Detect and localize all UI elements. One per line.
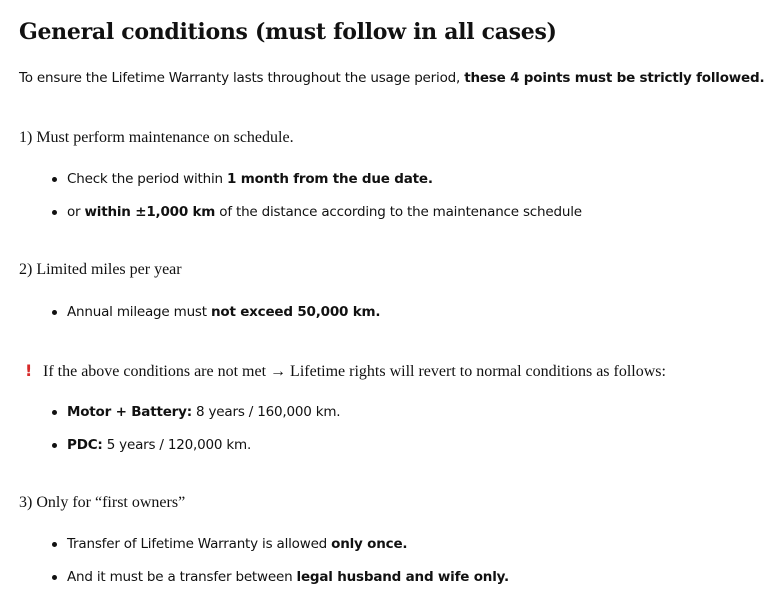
bullet-icon (52, 177, 57, 182)
bullet-text: Annual mileage must (67, 304, 211, 320)
list-item (19, 434, 340, 456)
section-title-first-owners: 3) Only for “first owners” (19, 494, 186, 511)
bullet-emphasis: PDC: (67, 437, 103, 453)
section-title-maintenance: 1) Must perform maintenance on schedule. (19, 129, 294, 146)
bullet-icon (52, 443, 57, 448)
bullet-text-after: 8 years / 160,000 km. (191, 404, 341, 420)
bullet-emphasis: 1 month from the due date. (227, 171, 433, 187)
intro-emphasis: these 4 points must be strictly followed. (464, 70, 765, 86)
intro-text: To ensure the Lifetime Warranty lasts throughout the usage period, (19, 70, 465, 86)
list-item (19, 401, 340, 423)
bullet-text-after: of the distance according to the maintenance schedule (215, 204, 582, 220)
bullet-icon (52, 542, 57, 547)
fallback-warranty-list (19, 401, 340, 456)
list-item (19, 168, 582, 190)
mileage-bullet-list (19, 301, 380, 323)
bullet-text: or (67, 204, 85, 220)
section-title-mileage: 2) Limited miles per year (19, 261, 182, 278)
bullet-text-after: 5 years / 120,000 km. (102, 437, 252, 453)
warning-note (25, 360, 666, 383)
list-item (19, 301, 380, 323)
list-item (19, 566, 509, 588)
list-item (19, 201, 582, 223)
bullet-emphasis: not exceed 50,000 km. (210, 304, 381, 320)
bullet-text: Check the period within (67, 171, 228, 187)
first-owners-bullet-list (19, 533, 509, 588)
exclamation-icon: ! (25, 361, 33, 380)
warning-text: If the above conditions are not met → Lifetime rights will revert to normal conditions as follows: (43, 363, 666, 380)
bullet-emphasis: Motor + Battery: (67, 404, 192, 420)
bullet-emphasis: only once. (331, 536, 408, 552)
list-item (19, 533, 509, 555)
maintenance-bullet-list (19, 168, 582, 223)
bullet-icon (52, 410, 57, 415)
bullet-emphasis: legal husband and wife only. (296, 569, 509, 585)
bullet-emphasis: within ±1,000 km (84, 204, 216, 220)
bullet-text: Transfer of Lifetime Warranty is allowed (67, 536, 332, 552)
page-title: General conditions (must follow in all cases) (19, 19, 557, 45)
bullet-icon (52, 310, 57, 315)
bullet-icon (52, 210, 57, 215)
intro-paragraph (19, 68, 764, 88)
bullet-text: And it must be a transfer between (67, 569, 297, 585)
bullet-icon (52, 575, 57, 580)
